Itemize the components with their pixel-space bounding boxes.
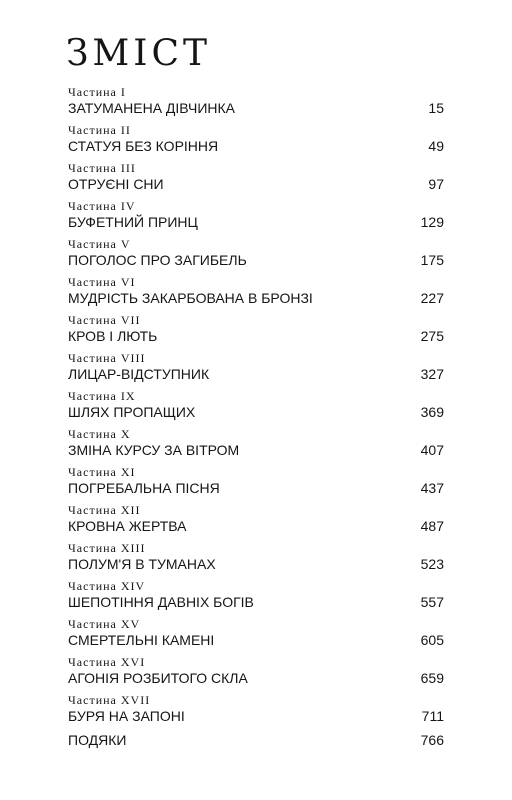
chapter-title[interactable]: ПОЛУМ'Я В ТУМАНАХ [68, 556, 216, 572]
page-number: 129 [420, 214, 444, 230]
part-label: Частина XI [68, 465, 136, 479]
chapter-title[interactable]: ПОГОЛОС ПРО ЗАГИБЕЛЬ [68, 252, 247, 268]
part-label: Частина V [68, 237, 131, 251]
page-number: 557 [420, 594, 444, 610]
page-number: 15 [428, 100, 444, 116]
chapter-title[interactable]: БУФЕТНИЙ ПРИНЦ [68, 214, 198, 230]
toc-entry[interactable] [68, 428, 444, 466]
part-label: Частина II [68, 123, 131, 137]
part-label: Частина IV [68, 199, 136, 213]
page-number: 766 [420, 732, 444, 748]
toc-entry[interactable] [68, 542, 444, 580]
page-number: 605 [420, 632, 444, 648]
part-label: Частина IX [68, 389, 136, 403]
page-number: 275 [420, 328, 444, 344]
page-number: 659 [420, 670, 444, 686]
toc-entry-acknowledgements[interactable] [68, 732, 444, 756]
chapter-title[interactable]: МУДРІСТЬ ЗАКАРБОВАНА В БРОНЗІ [68, 290, 313, 306]
toc-entry[interactable] [68, 314, 444, 352]
chapter-title[interactable]: СМЕРТЕЛЬНІ КАМЕНІ [68, 632, 215, 648]
chapter-title[interactable]: ЗАТУМАНЕНА ДІВЧИНКА [68, 100, 236, 116]
chapter-title[interactable]: ШЛЯХ ПРОПАЩИХ [68, 404, 196, 420]
toc-entry[interactable] [68, 694, 444, 732]
acknowledgements-title[interactable]: ПОДЯКИ [68, 732, 127, 748]
toc-entry[interactable] [68, 200, 444, 238]
page-number: 97 [428, 176, 444, 192]
page-number: 487 [420, 518, 444, 534]
toc-entry[interactable] [68, 466, 444, 504]
chapter-title[interactable]: ЗМІНА КУРСУ ЗА ВІТРОМ [68, 442, 240, 458]
chapter-title[interactable]: ОТРУЄНІ СНИ [68, 176, 164, 192]
toc-entry[interactable] [68, 124, 444, 162]
part-label: Частина X [68, 427, 131, 441]
chapter-title[interactable]: КРОВ І ЛЮТЬ [68, 328, 158, 344]
toc-entry[interactable] [68, 504, 444, 542]
page-number: 175 [420, 252, 444, 268]
part-label: Частина XIV [68, 579, 146, 593]
toc-entry[interactable] [68, 656, 444, 694]
toc-entry[interactable] [68, 352, 444, 390]
part-label: Частина XIII [68, 541, 146, 555]
toc-entry[interactable] [68, 162, 444, 200]
toc-entry[interactable] [68, 580, 444, 618]
toc-entry[interactable] [68, 238, 444, 276]
page-number: 407 [420, 442, 444, 458]
part-label: Частина VII [68, 313, 141, 327]
page-number: 711 [421, 708, 444, 724]
part-label: Частина III [68, 161, 136, 175]
part-label: Частина XV [68, 617, 141, 631]
toc-entry[interactable] [68, 390, 444, 428]
page-number: 327 [420, 366, 444, 382]
chapter-title[interactable]: ШЕПОТІННЯ ДАВНІХ БОГІВ [68, 594, 254, 610]
part-label: Частина VIII [68, 351, 146, 365]
part-label: Частина XVII [68, 693, 151, 707]
page-number: 437 [420, 480, 444, 496]
page-number: 49 [428, 138, 444, 154]
part-label: Частина I [68, 85, 126, 99]
chapter-title[interactable]: АГОНІЯ РОЗБИТОГО СКЛА [68, 670, 248, 686]
page-title: ЗМІСТ [66, 33, 212, 74]
toc-entry[interactable] [68, 86, 444, 124]
chapter-title[interactable]: ЛИЦАР-ВІДСТУПНИК [68, 366, 210, 382]
toc-entry[interactable] [68, 618, 444, 656]
toc-entry[interactable] [68, 276, 444, 314]
part-label: Частина VI [68, 275, 136, 289]
chapter-title[interactable]: КРОВНА ЖЕРТВА [68, 518, 187, 534]
page-number: 369 [420, 404, 444, 420]
toc-list [68, 86, 444, 756]
page-number: 227 [420, 290, 444, 306]
part-label: Частина XII [68, 503, 141, 517]
chapter-title[interactable]: ПОГРЕБАЛЬНА ПІСНЯ [68, 480, 220, 496]
chapter-title[interactable]: СТАТУЯ БЕЗ КОРІННЯ [68, 138, 219, 154]
page-number: 523 [420, 556, 444, 572]
part-label: Частина XVI [68, 655, 146, 669]
chapter-title[interactable]: БУРЯ НА ЗАПОНІ [68, 708, 185, 724]
